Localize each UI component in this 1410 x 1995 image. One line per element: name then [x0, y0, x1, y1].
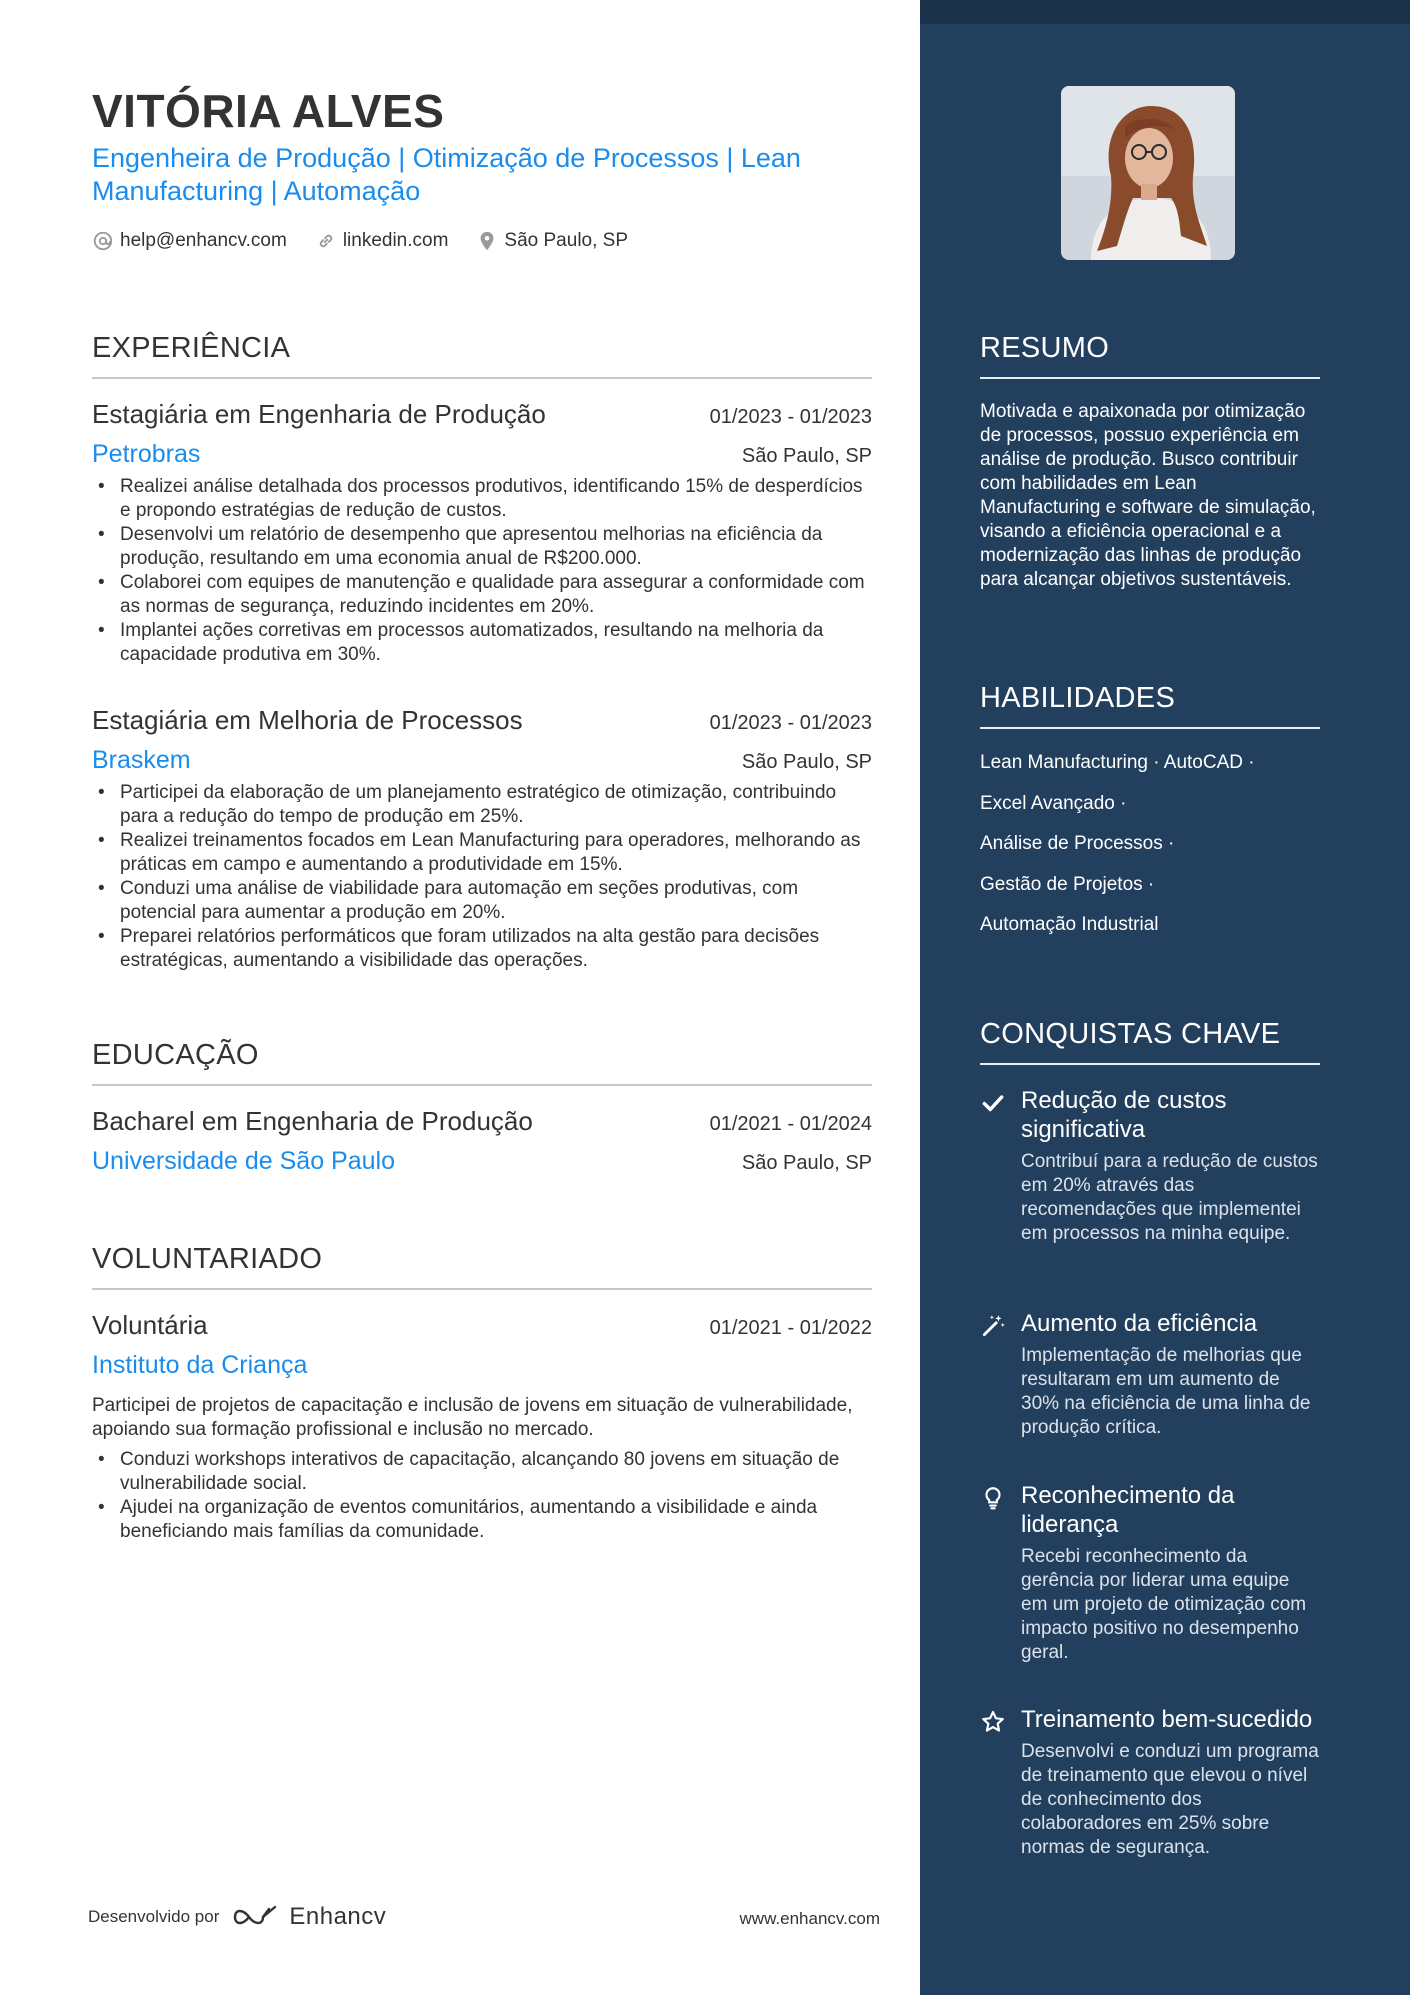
education-entry: [92, 1106, 872, 1176]
contact-linkedin[interactable]: [315, 230, 449, 252]
volunteering-section-title: VOLUNTARIADO: [92, 1243, 872, 1290]
list-item: • Realizei análise detalhada dos processos produtivos, identificando 15% de desperdícios e propondo estratégias de redução de custos.: [92, 475, 872, 523]
job-title: Estagiária em Engenharia de Produção: [92, 399, 546, 429]
achievement-list: [92, 781, 872, 973]
education-section-title: EDUCAÇÃO: [92, 1039, 872, 1086]
skill-line: Lean Manufacturing · AutoCAD ·: [980, 752, 1255, 773]
skill-line: Análise de Processos ·: [980, 833, 1175, 854]
contact-location: [476, 230, 628, 252]
achievement-description: Recebi reconhecimento da gerência por liderar uma equipe em um projeto de otimização com impacto positivo no desempenho geral.: [1021, 1546, 1307, 1663]
lightbulb-icon: [980, 1485, 1006, 1511]
school-name: Universidade de São Paulo: [92, 1147, 395, 1175]
headline: Engenheira de Produção | Otimização de Processos | Lean Manufacturing | Automação: [92, 143, 801, 206]
linkedin-text: linkedin.com: [342, 230, 449, 251]
sidebar-top-bar: [920, 0, 1410, 24]
volunteer-role: Voluntária: [92, 1310, 208, 1340]
experience-entry: [92, 399, 872, 667]
check-icon: [980, 1090, 1006, 1116]
list-item: • Implantei ações corretivas em processos automatizados, resultando na melhoria da capacidade produtiva em 30%.: [92, 619, 872, 667]
enhancv-logo-icon: [231, 1903, 279, 1931]
experience-entry: [92, 705, 872, 973]
list-item: • Realizei treinamentos focados em Lean Manufacturing para operadores, melhorando as práticas em campo e aumentando a produtividade em 15%.: [92, 829, 872, 877]
achievement-item: [980, 1086, 1320, 1246]
company-name: Braskem: [92, 746, 191, 774]
volunteer-dates: 01/2021 - 01/2022: [709, 1317, 872, 1339]
footer-branding: [88, 1903, 386, 1931]
list-item: • Colaborei com equipes de manutenção e qualidade para assegurar a conformidade com as normas de segurança, reduzindo incidentes em 20%.: [92, 571, 872, 619]
skill-line: Gestão de Projetos ·: [980, 873, 1155, 895]
summary-text: Motivada e apaixonada por otimização de processos, possuo experiência em análise de produção. Busco contribuir com habilidades em Lean Manufacturing e software de simulação, visando a eficiência operacional e a modernização das linhas de produção para alcançar objetivos sustentáveis.: [980, 401, 1316, 590]
achievement-description: Desenvolvi e conduzi um programa de treinamento que elevou o nível de conhecimento dos colaboradores em 25% sobre normas de segurança.: [1021, 1741, 1319, 1858]
contact-email[interactable]: [92, 230, 287, 252]
degree-title: Bacharel em Engenharia de Produção: [92, 1106, 533, 1136]
email-text: help@enhancv.com: [120, 230, 287, 251]
achievement-title: Aumento da eficiência: [1021, 1310, 1258, 1337]
achievement-list: [92, 475, 872, 667]
list-item: • Participei da elaboração de um planejamento estratégico de otimização, contribuindo para a redução do tempo de produção em 25%.: [92, 781, 872, 829]
education-dates: 01/2021 - 01/2024: [709, 1113, 872, 1135]
summary-section-title: RESUMO: [980, 332, 1320, 379]
achievements-section-title: CONQUISTAS CHAVE: [980, 1018, 1320, 1065]
volunteer-org: Instituto da Criança: [92, 1351, 308, 1379]
company-name: Petrobras: [92, 440, 201, 468]
brand-name: Enhancv: [289, 1903, 387, 1930]
experience-section-title: EXPERIÊNCIA: [92, 332, 872, 379]
job-dates: 01/2023 - 01/2023: [709, 406, 872, 428]
education-location: São Paulo, SP: [741, 1152, 872, 1174]
powered-by-text: Desenvolvido por: [88, 1907, 220, 1926]
magic-wand-icon: [980, 1313, 1006, 1339]
job-location: São Paulo, SP: [741, 751, 872, 773]
achievement-title: Treinamento bem-sucedido: [1021, 1706, 1313, 1733]
job-location: São Paulo, SP: [741, 445, 872, 467]
achievement-list: [92, 1448, 872, 1544]
footer-website[interactable]: www.enhancv.com: [739, 1909, 880, 1928]
achievement-description: Contribuí para a redução de custos em 20% através das recomendações que implementei em processos na minha equipe.: [1021, 1151, 1318, 1244]
achievement-title: Redução de custos significativa: [1021, 1087, 1227, 1143]
skill-line: Excel Avançado ·: [980, 792, 1127, 814]
achievement-item: [980, 1309, 1320, 1440]
sidebar: [920, 0, 1410, 1995]
list-item: • Conduzi uma análise de viabilidade para automação em seções produtivas, com potencial para aumentar a produção em 20%.: [92, 877, 872, 925]
volunteer-description: Participei de projetos de capacitação e inclusão de jovens em situação de vulnerabilidade, apoiando sua formação profissional e inclusão no mercado.: [92, 1395, 853, 1440]
achievement-description: Implementação de melhorias que resultaram em um aumento de 30% na eficiência de uma linha de produção crítica.: [1021, 1345, 1311, 1438]
location-text: São Paulo, SP: [504, 230, 629, 251]
skill-line: Automação Industrial: [980, 914, 1159, 935]
candidate-name: VITÓRIA ALVES: [92, 85, 445, 137]
list-item: • Desenvolvi um relatório de desempenho que apresentou melhorias na eficiência da produção, resultando em uma economia anual de R$200.000.: [92, 523, 872, 571]
list-item: • Conduzi workshops interativos de capacitação, alcançando 80 jovens em situação de vulnerabilidade social.: [92, 1448, 872, 1496]
achievement-title: Reconhecimento da liderança: [1021, 1482, 1235, 1538]
achievement-item: [980, 1705, 1320, 1860]
location-pin-icon: [476, 230, 498, 252]
volunteering-entry: [92, 1310, 872, 1544]
profile-photo: [1061, 86, 1235, 260]
achievement-item: [980, 1481, 1320, 1665]
at-icon: [92, 230, 114, 252]
job-dates: 01/2023 - 01/2023: [709, 712, 872, 734]
contact-bar: [92, 230, 656, 252]
list-item: • Ajudei na organização de eventos comunitários, aumentando a visibilidade e ainda beneficiando mais famílias da comunidade.: [92, 1496, 872, 1544]
star-icon: [980, 1709, 1006, 1735]
link-icon: [315, 230, 337, 252]
skills-list: [980, 748, 1320, 951]
list-item: • Preparei relatórios performáticos que foram utilizados na alta gestão para decisões estratégicas, aumentando a visibilidade das operações.: [92, 925, 872, 973]
job-title: Estagiária em Melhoria de Processos: [92, 705, 523, 735]
skills-section-title: HABILIDADES: [980, 682, 1320, 729]
